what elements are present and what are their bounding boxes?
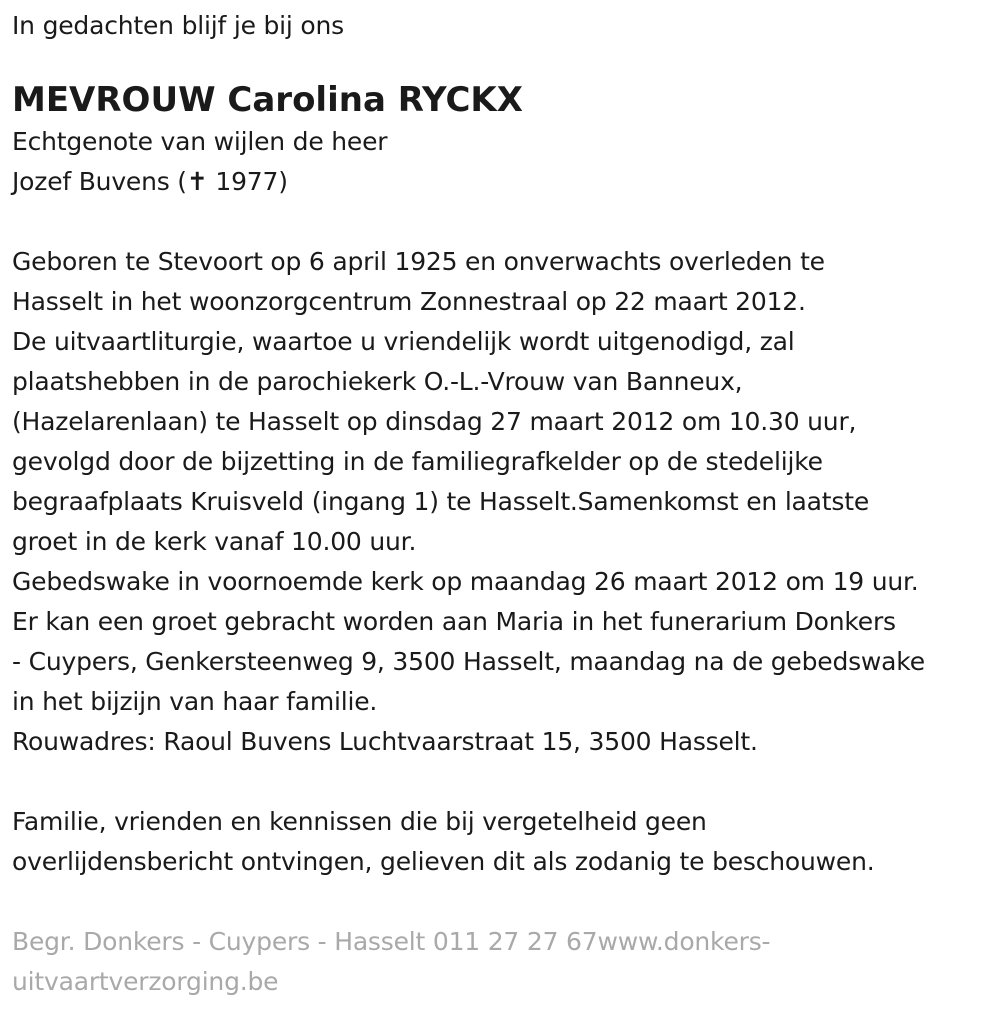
body-line: in het bijzijn van haar familie. — [12, 687, 378, 716]
cross-icon: ✝ — [186, 167, 208, 196]
body-line: - Cuypers, Genkersteenweg 9, 3500 Hasselt, maandag na de gebedswake — [12, 647, 925, 676]
spouse-line-2 — [12, 162, 988, 202]
body-line: groet in de kerk vanaf 10.00 uur. — [12, 527, 417, 556]
spacer — [12, 762, 988, 802]
footer-line: Begr. Donkers - Cuypers - Hasselt 011 27 27 67www.donkers- — [12, 927, 771, 956]
body-line: begraafplaats Kruisveld (ingang 1) te Hasselt.Samenkomst en laatste — [12, 487, 870, 516]
death-year: 1977) — [215, 167, 288, 196]
body-line: plaatshebben in de parochiekerk O.-L.-Vrouw van Banneux, — [12, 367, 743, 396]
body-line: gevolgd door de bijzetting in de familiegrafkelder op de stedelijke — [12, 447, 823, 476]
spouse-name: Jozef Buvens ( — [12, 167, 187, 196]
body-line: Gebedswake in voornoemde kerk op maandag 26 maart 2012 om 19 uur. — [12, 567, 919, 596]
closing-line: overlijdensbericht ontvingen, gelieven dit als zodanig te beschouwen. — [12, 847, 875, 876]
footer — [12, 922, 988, 1002]
body-line: De uitvaartliturgie, waartoe u vriendelijk wordt uitgenodigd, zal — [12, 327, 795, 356]
intro-text: In gedachten blijf je bij ons — [12, 11, 344, 40]
spacer — [12, 882, 988, 922]
body-text — [12, 242, 988, 762]
closing-line: Familie, vrienden en kennissen die bij vergetelheid geen — [12, 807, 707, 836]
spouse-line-1: Echtgenote van wijlen de heer — [12, 127, 388, 156]
body-line: Er kan een groet gebracht worden aan Maria in het funerarium Donkers — [12, 607, 896, 636]
body-line: Rouwadres: Raoul Buvens Luchtvaarstraat 15, 3500 Hasselt. — [12, 727, 758, 756]
footer-line: uitvaartverzorging.be — [12, 967, 279, 996]
body-line: Hasselt in het woonzorgcentrum Zonnestraal op 22 maart 2012. — [12, 287, 806, 316]
closing-text — [12, 802, 988, 882]
deceased-name: MEVROUW Carolina RYCKX — [12, 80, 523, 120]
spacer — [12, 202, 988, 242]
body-line: Geboren te Stevoort op 6 april 1925 en onverwachts overleden te — [12, 247, 825, 276]
body-line: (Hazelarenlaan) te Hasselt op dinsdag 27 maart 2012 om 10.30 uur, — [12, 407, 857, 436]
